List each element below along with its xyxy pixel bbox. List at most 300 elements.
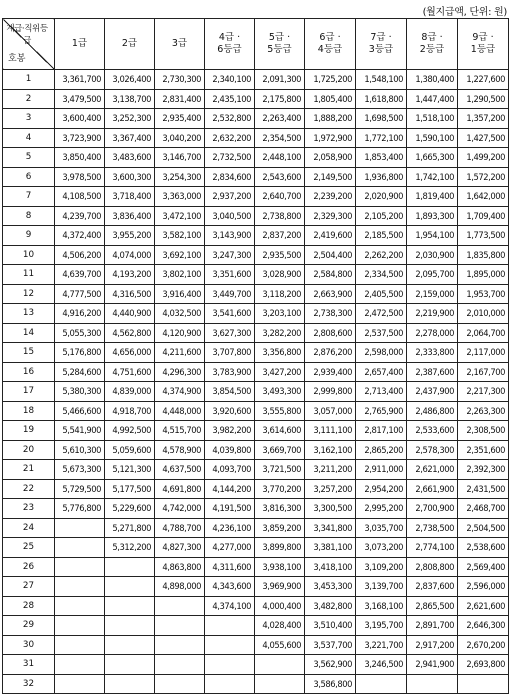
salary-cell: 3,203,100 [255,304,305,324]
salary-cell [55,557,105,577]
salary-cell: 4,277,000 [205,538,255,558]
salary-cell: 2,831,400 [155,89,205,109]
salary-cell: 3,600,300 [105,167,155,187]
salary-cell: 4,120,900 [155,323,205,343]
salary-cell: 3,254,300 [155,167,205,187]
grade-header-line1: 7급 · [370,32,392,43]
salary-cell: 2,937,200 [205,187,255,207]
salary-cell [55,635,105,655]
salary-cell: 3,836,400 [105,206,155,226]
salary-cell: 4,311,600 [205,557,255,577]
salary-cell: 2,105,200 [356,206,407,226]
salary-cell: 3,541,600 [205,304,255,324]
salary-cell [105,616,155,636]
salary-cell: 2,817,100 [356,421,407,441]
salary-cell: 2,538,600 [458,538,509,558]
salary-cell: 3,257,200 [305,479,356,499]
salary-cell: 1,642,000 [458,187,509,207]
table-header [3,19,509,70]
salary-cell: 2,935,500 [255,245,305,265]
salary-cell: 1,618,800 [356,89,407,109]
salary-cell: 1,572,200 [458,167,509,187]
salary-cell [105,635,155,655]
salary-cell: 1,290,500 [458,89,509,109]
salary-cell: 4,193,200 [105,265,155,285]
step-cell: 26 [3,557,55,577]
salary-cell: 3,361,700 [55,70,105,90]
grade-header-line1: 1급 [71,38,88,49]
table-row [3,499,509,519]
salary-cell [155,655,205,675]
table-row [3,304,509,324]
salary-cell: 3,692,100 [155,245,205,265]
salary-cell: 3,211,200 [305,460,356,480]
salary-cell: 2,584,800 [305,265,356,285]
salary-cell: 1,725,200 [305,70,356,90]
salary-cell: 4,637,500 [155,460,205,480]
salary-cell: 2,917,200 [407,635,458,655]
salary-cell: 1,227,600 [458,70,509,90]
salary-cell: 1,893,300 [407,206,458,226]
salary-cell: 2,941,900 [407,655,458,675]
salary-cell: 3,854,500 [205,382,255,402]
step-cell: 25 [3,538,55,558]
salary-cell: 2,448,100 [255,148,305,168]
salary-cell: 2,693,800 [458,655,509,675]
table-row [3,323,509,343]
salary-cell: 4,788,700 [155,518,205,538]
salary-cell: 2,713,400 [356,382,407,402]
table-row [3,148,509,168]
salary-cell: 3,143,900 [205,226,255,246]
salary-cell: 3,582,100 [155,226,205,246]
salary-cell: 3,850,400 [55,148,105,168]
table-row [3,89,509,109]
step-cell: 16 [3,362,55,382]
step-cell: 22 [3,479,55,499]
salary-cell: 3,472,100 [155,206,205,226]
grade-header-line1: 6급 · [319,32,341,43]
grade-header-line2: 1등급 [470,44,496,55]
salary-cell: 3,721,500 [255,460,305,480]
salary-cell [105,577,155,597]
salary-cell: 1,590,100 [407,128,458,148]
salary-cell: 1,954,100 [407,226,458,246]
salary-cell: 2,632,200 [205,128,255,148]
salary-cell: 4,093,700 [205,460,255,480]
salary-cell [155,596,205,616]
salary-cell: 5,176,800 [55,343,105,363]
salary-cell: 2,732,500 [205,148,255,168]
salary-cell: 2,392,300 [458,460,509,480]
salary-cell: 3,614,600 [255,421,305,441]
salary-cell: 2,387,600 [407,362,458,382]
step-cell: 2 [3,89,55,109]
salary-cell: 3,669,700 [255,440,305,460]
salary-cell: 2,738,500 [407,518,458,538]
salary-cell: 4,191,500 [205,499,255,519]
salary-cell: 3,341,800 [305,518,356,538]
salary-cell: 2,911,000 [356,460,407,480]
salary-cell: 4,343,600 [205,577,255,597]
salary-cell: 5,466,600 [55,401,105,421]
salary-cell: 1,742,100 [407,167,458,187]
salary-cell: 2,340,100 [205,70,255,90]
salary-cell: 2,657,400 [356,362,407,382]
salary-cell: 4,374,100 [205,596,255,616]
salary-cell: 2,217,300 [458,382,509,402]
salary-cell: 2,834,600 [205,167,255,187]
salary-cell: 2,504,400 [305,245,356,265]
salary-cell: 2,621,600 [458,596,509,616]
salary-cell: 1,665,300 [407,148,458,168]
salary-cell: 1,953,700 [458,284,509,304]
salary-cell: 4,055,600 [255,635,305,655]
salary-cell: 3,247,300 [205,245,255,265]
step-cell: 6 [3,167,55,187]
salary-cell: 1,698,500 [356,109,407,129]
salary-cell: 3,282,200 [255,323,305,343]
salary-cell [407,674,458,694]
table-row [3,226,509,246]
salary-cell: 1,427,500 [458,128,509,148]
salary-cell: 5,284,600 [55,362,105,382]
salary-cell [55,674,105,694]
table-row [3,557,509,577]
salary-cell: 1,853,400 [356,148,407,168]
salary-cell: 2,329,300 [305,206,356,226]
step-cell: 27 [3,577,55,597]
table-row [3,421,509,441]
salary-cell: 2,808,600 [305,323,356,343]
salary-cell: 3,920,600 [205,401,255,421]
salary-cell: 2,175,800 [255,89,305,109]
salary-cell: 2,010,000 [458,304,509,324]
salary-cell: 2,437,900 [407,382,458,402]
grade-header-line1: 3급 [171,38,188,49]
salary-cell: 3,718,400 [105,187,155,207]
salary-cell: 4,898,000 [155,577,205,597]
salary-cell: 3,449,700 [205,284,255,304]
salary-cell: 1,972,900 [305,128,356,148]
salary-cell: 3,351,600 [205,265,255,285]
table-row [3,284,509,304]
salary-cell: 3,111,100 [305,421,356,441]
salary-cell: 3,073,200 [356,538,407,558]
salary-cell [55,596,105,616]
salary-cell: 2,700,900 [407,499,458,519]
salary-cell: 2,419,600 [305,226,356,246]
salary-cell: 4,074,000 [105,245,155,265]
salary-cell: 3,221,700 [356,635,407,655]
step-cell: 23 [3,499,55,519]
salary-cell: 2,020,900 [356,187,407,207]
salary-cell: 1,709,400 [458,206,509,226]
step-cell: 32 [3,674,55,694]
salary-cell: 3,483,600 [105,148,155,168]
salary-cell: 2,149,500 [305,167,356,187]
salary-cell: 2,865,500 [407,596,458,616]
salary-cell: 1,772,100 [356,128,407,148]
salary-cell: 3,168,100 [356,596,407,616]
salary-cell: 4,656,000 [105,343,155,363]
salary-cell [55,518,105,538]
salary-cell: 3,026,400 [105,70,155,90]
salary-cell: 5,729,500 [55,479,105,499]
salary-cell: 2,185,500 [356,226,407,246]
salary-cell: 4,916,200 [55,304,105,324]
table-row [3,109,509,129]
table-row [3,596,509,616]
table-row [3,440,509,460]
step-cell: 30 [3,635,55,655]
salary-cell: 5,673,300 [55,460,105,480]
salary-cell: 3,057,000 [305,401,356,421]
table-row [3,245,509,265]
salary-cell: 2,865,200 [356,440,407,460]
salary-cell: 3,938,100 [255,557,305,577]
salary-cell: 1,888,200 [305,109,356,129]
step-cell: 4 [3,128,55,148]
salary-cell: 1,548,100 [356,70,407,90]
step-cell: 5 [3,148,55,168]
step-cell: 29 [3,616,55,636]
salary-cell: 2,999,800 [305,382,356,402]
salary-cell: 3,479,500 [55,89,105,109]
salary-cell: 2,117,000 [458,343,509,363]
salary-cell: 4,691,800 [155,479,205,499]
salary-cell [205,674,255,694]
salary-cell: 1,805,400 [305,89,356,109]
table-row [3,655,509,675]
salary-cell [55,655,105,675]
salary-cell: 4,751,600 [105,362,155,382]
salary-cell: 2,598,000 [356,343,407,363]
salary-cell [205,655,255,675]
grade-header [305,19,356,70]
salary-cell: 2,334,500 [356,265,407,285]
salary-cell: 3,978,500 [55,167,105,187]
step-cell: 19 [3,421,55,441]
step-cell: 20 [3,440,55,460]
salary-cell: 3,982,200 [205,421,255,441]
grade-header [407,19,458,70]
salary-cell: 2,486,800 [407,401,458,421]
step-cell: 9 [3,226,55,246]
salary-cell: 1,518,100 [407,109,458,129]
salary-cell: 4,578,900 [155,440,205,460]
salary-cell: 2,468,700 [458,499,509,519]
salary-cell: 3,955,200 [105,226,155,246]
salary-cell: 2,262,200 [356,245,407,265]
salary-cell: 4,742,000 [155,499,205,519]
salary-cell: 1,819,400 [407,187,458,207]
salary-cell: 2,640,700 [255,187,305,207]
table-row [3,518,509,538]
salary-cell: 4,374,900 [155,382,205,402]
header-row [3,19,509,70]
salary-cell: 2,431,500 [458,479,509,499]
table-body [3,70,509,694]
salary-cell: 2,504,500 [458,518,509,538]
salary-cell: 1,357,200 [458,109,509,129]
corner-header [3,19,55,70]
salary-cell: 2,808,800 [407,557,458,577]
salary-cell: 2,738,300 [305,304,356,324]
step-cell: 31 [3,655,55,675]
salary-cell: 2,891,700 [407,616,458,636]
salary-cell: 3,367,400 [105,128,155,148]
salary-cell: 1,773,500 [458,226,509,246]
salary-cell: 1,936,800 [356,167,407,187]
salary-cell: 2,263,300 [458,401,509,421]
salary-cell [55,577,105,597]
salary-cell: 3,586,800 [305,674,356,694]
salary-cell: 3,510,400 [305,616,356,636]
salary-cell: 4,992,500 [105,421,155,441]
salary-cell: 2,596,000 [458,577,509,597]
salary-cell: 3,537,700 [305,635,356,655]
grade-header-line1: 4급 · [218,32,241,43]
salary-cell: 2,661,900 [407,479,458,499]
unit-note: (월지급액, 단위: 원) [422,7,507,18]
salary-cell: 4,236,100 [205,518,255,538]
salary-cell: 2,954,200 [356,479,407,499]
corner-grade-label: 계급·직위등급 [6,24,48,46]
salary-cell: 4,918,700 [105,401,155,421]
salary-cell: 3,555,800 [255,401,305,421]
salary-cell: 3,363,000 [155,187,205,207]
salary-cell: 3,162,100 [305,440,356,460]
table-row [3,343,509,363]
grade-header [255,19,305,70]
salary-cell: 4,440,900 [105,304,155,324]
salary-cell: 4,000,400 [255,596,305,616]
salary-cell: 2,333,800 [407,343,458,363]
salary-cell: 5,271,800 [105,518,155,538]
salary-cell: 2,621,000 [407,460,458,480]
salary-cell: 2,738,800 [255,206,305,226]
salary-cell: 2,939,400 [305,362,356,382]
salary-cell: 4,144,200 [205,479,255,499]
salary-cell: 2,239,200 [305,187,356,207]
table-row [3,362,509,382]
salary-cell: 2,876,200 [305,343,356,363]
salary-cell: 4,448,000 [155,401,205,421]
salary-cell: 4,562,800 [105,323,155,343]
salary-cell: 4,108,500 [55,187,105,207]
salary-cell: 3,381,100 [305,538,356,558]
grade-header-line2: 3등급 [368,44,394,55]
salary-cell: 2,532,800 [205,109,255,129]
salary-cell: 3,356,800 [255,343,305,363]
salary-cell: 2,058,900 [305,148,356,168]
step-cell: 18 [3,401,55,421]
salary-cell: 5,610,300 [55,440,105,460]
salary-cell [356,674,407,694]
salary-cell [458,674,509,694]
salary-cell: 5,121,300 [105,460,155,480]
salary-cell: 2,774,100 [407,538,458,558]
table-row [3,187,509,207]
salary-cell: 3,300,500 [305,499,356,519]
salary-cell: 4,028,400 [255,616,305,636]
salary-cell: 3,427,200 [255,362,305,382]
salary-cell: 2,670,200 [458,635,509,655]
salary-cell: 2,533,600 [407,421,458,441]
salary-cell: 3,035,700 [356,518,407,538]
salary-cell [155,616,205,636]
grade-header-line2: 4등급 [317,44,343,55]
step-cell: 24 [3,518,55,538]
salary-cell: 2,435,100 [205,89,255,109]
salary-cell: 3,139,700 [356,577,407,597]
salary-cell: 3,109,200 [356,557,407,577]
step-cell: 12 [3,284,55,304]
salary-cell: 5,055,300 [55,323,105,343]
salary-cell: 2,095,700 [407,265,458,285]
salary-cell: 5,776,800 [55,499,105,519]
salary-cell: 2,351,600 [458,440,509,460]
table-row [3,70,509,90]
table-row [3,265,509,285]
salary-cell [255,674,305,694]
salary-cell: 3,899,800 [255,538,305,558]
step-cell: 11 [3,265,55,285]
salary-cell: 3,916,400 [155,284,205,304]
grade-header [458,19,509,70]
salary-cell: 2,837,200 [255,226,305,246]
salary-cell [105,674,155,694]
salary-cell [155,635,205,655]
salary-cell: 4,639,700 [55,265,105,285]
salary-cell: 3,252,300 [105,109,155,129]
salary-cell: 4,777,500 [55,284,105,304]
step-cell: 7 [3,187,55,207]
step-cell: 28 [3,596,55,616]
table-row [3,538,509,558]
step-cell: 14 [3,323,55,343]
salary-cell: 2,278,000 [407,323,458,343]
salary-cell: 3,562,900 [305,655,356,675]
table-row [3,674,509,694]
salary-cell [105,557,155,577]
salary-cell: 2,837,600 [407,577,458,597]
salary-cell: 5,229,600 [105,499,155,519]
salary-cell: 2,765,900 [356,401,407,421]
salary-cell: 2,167,700 [458,362,509,382]
salary-cell: 1,895,000 [458,265,509,285]
salary-cell: 3,802,100 [155,265,205,285]
salary-cell: 3,146,700 [155,148,205,168]
salary-cell: 2,159,000 [407,284,458,304]
salary-cell: 2,995,200 [356,499,407,519]
table-row [3,479,509,499]
salary-cell: 2,405,500 [356,284,407,304]
table-row [3,460,509,480]
grade-header-line2: 2등급 [419,44,445,55]
salary-cell: 3,453,300 [305,577,356,597]
salary-cell [155,674,205,694]
salary-cell: 1,380,400 [407,70,458,90]
salary-cell: 4,039,800 [205,440,255,460]
corner-step-label: 호봉 [8,54,26,64]
salary-cell: 2,663,900 [305,284,356,304]
salary-cell: 4,506,200 [55,245,105,265]
salary-cell [255,655,305,675]
salary-cell: 3,493,300 [255,382,305,402]
table-row [3,401,509,421]
